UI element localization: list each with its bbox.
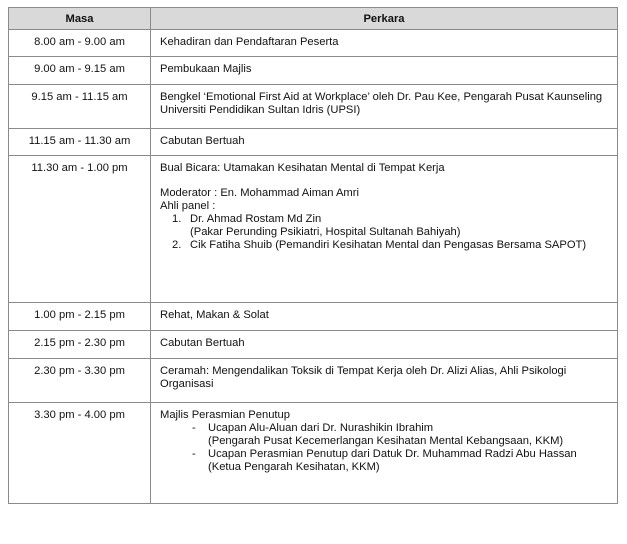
item-cell: Cabutan Bertuah: [151, 331, 618, 359]
header-item: Perkara: [151, 8, 618, 30]
panelist-name: Cik Fatiha Shuib (Pemandiri Kesihatan Mental dan Pengasas Bersama SAPOT): [190, 239, 587, 251]
session-title: Majlis Perasmian Penutup: [160, 409, 290, 421]
item-cell: Ceramah: Mengendalikan Toksik di Tempat Kerja oleh Dr. Alizi Alias, Ahli Psikologi Organisasi: [151, 359, 618, 403]
dash-marker: -: [192, 422, 196, 434]
item-cell: [151, 156, 618, 303]
panelist-name: Dr. Ahmad Rostam Md Zin: [190, 213, 322, 225]
list-number: 1.: [172, 213, 182, 225]
dash-marker: -: [192, 448, 196, 460]
time-cell: 9.00 am - 9.15 am: [9, 57, 151, 85]
header-row: [9, 8, 618, 30]
table-row: [9, 403, 618, 504]
table-row: [9, 30, 618, 57]
item-cell: Rehat, Makan & Solat: [151, 303, 618, 331]
table-row: [9, 303, 618, 331]
list-item: [160, 239, 609, 252]
time-cell: 1.00 pm - 2.15 pm: [9, 303, 151, 331]
session-title: Bual Bicara: Utamakan Kesihatan Mental di Tempat Kerja: [160, 162, 445, 174]
panel-list: [160, 213, 609, 252]
item-cell: Kehadiran dan Pendaftaran Peserta: [151, 30, 618, 57]
list-item: [160, 422, 609, 448]
bullet-line: (Pengarah Pusat Kecemerlangan Kesihatan Mental Kebangsaan, KKM): [208, 435, 564, 447]
time-cell: 2.30 pm - 3.30 pm: [9, 359, 151, 403]
time-cell: 8.00 am - 9.00 am: [9, 30, 151, 57]
header-time: Masa: [9, 8, 151, 30]
item-cell: Cabutan Bertuah: [151, 129, 618, 156]
time-cell: 3.30 pm - 4.00 pm: [9, 403, 151, 504]
time-cell: 11.15 am - 11.30 am: [9, 129, 151, 156]
list-item: [160, 448, 609, 474]
table-row: [9, 85, 618, 129]
table-row: [9, 359, 618, 403]
panelist-role: (Pakar Perunding Psikiatri, Hospital Sultanah Bahiyah): [190, 226, 461, 238]
time-cell: 9.15 am - 11.15 am: [9, 85, 151, 129]
bullet-line: Ucapan Alu-Aluan dari Dr. Nurashikin Ibrahim: [208, 422, 434, 434]
bullet-list: [160, 422, 609, 474]
panel-label: Ahli panel :: [160, 200, 216, 212]
table-row: [9, 331, 618, 359]
agenda-table: [8, 7, 618, 504]
item-cell: Bengkel ‘Emotional First Aid at Workplace’ oleh Dr. Pau Kee, Pengarah Pusat Kaunseling Universiti Pendidikan Sultan Idris (UPSI): [151, 85, 618, 129]
item-cell: Pembukaan Majlis: [151, 57, 618, 85]
table-row: [9, 156, 618, 303]
table-row: [9, 57, 618, 85]
time-cell: 2.15 pm - 2.30 pm: [9, 331, 151, 359]
time-cell: 11.30 am - 1.00 pm: [9, 156, 151, 303]
moderator: Moderator : En. Mohammad Aiman Amri: [160, 187, 359, 199]
list-number: 2.: [172, 239, 182, 251]
table-row: [9, 129, 618, 156]
list-item: [160, 213, 609, 239]
bullet-line: Ucapan Perasmian Penutup dari Datuk Dr. Muhammad Radzi Abu Hassan (Ketua Pengarah Kesihatan, KKM): [208, 448, 577, 473]
item-cell: [151, 403, 618, 504]
